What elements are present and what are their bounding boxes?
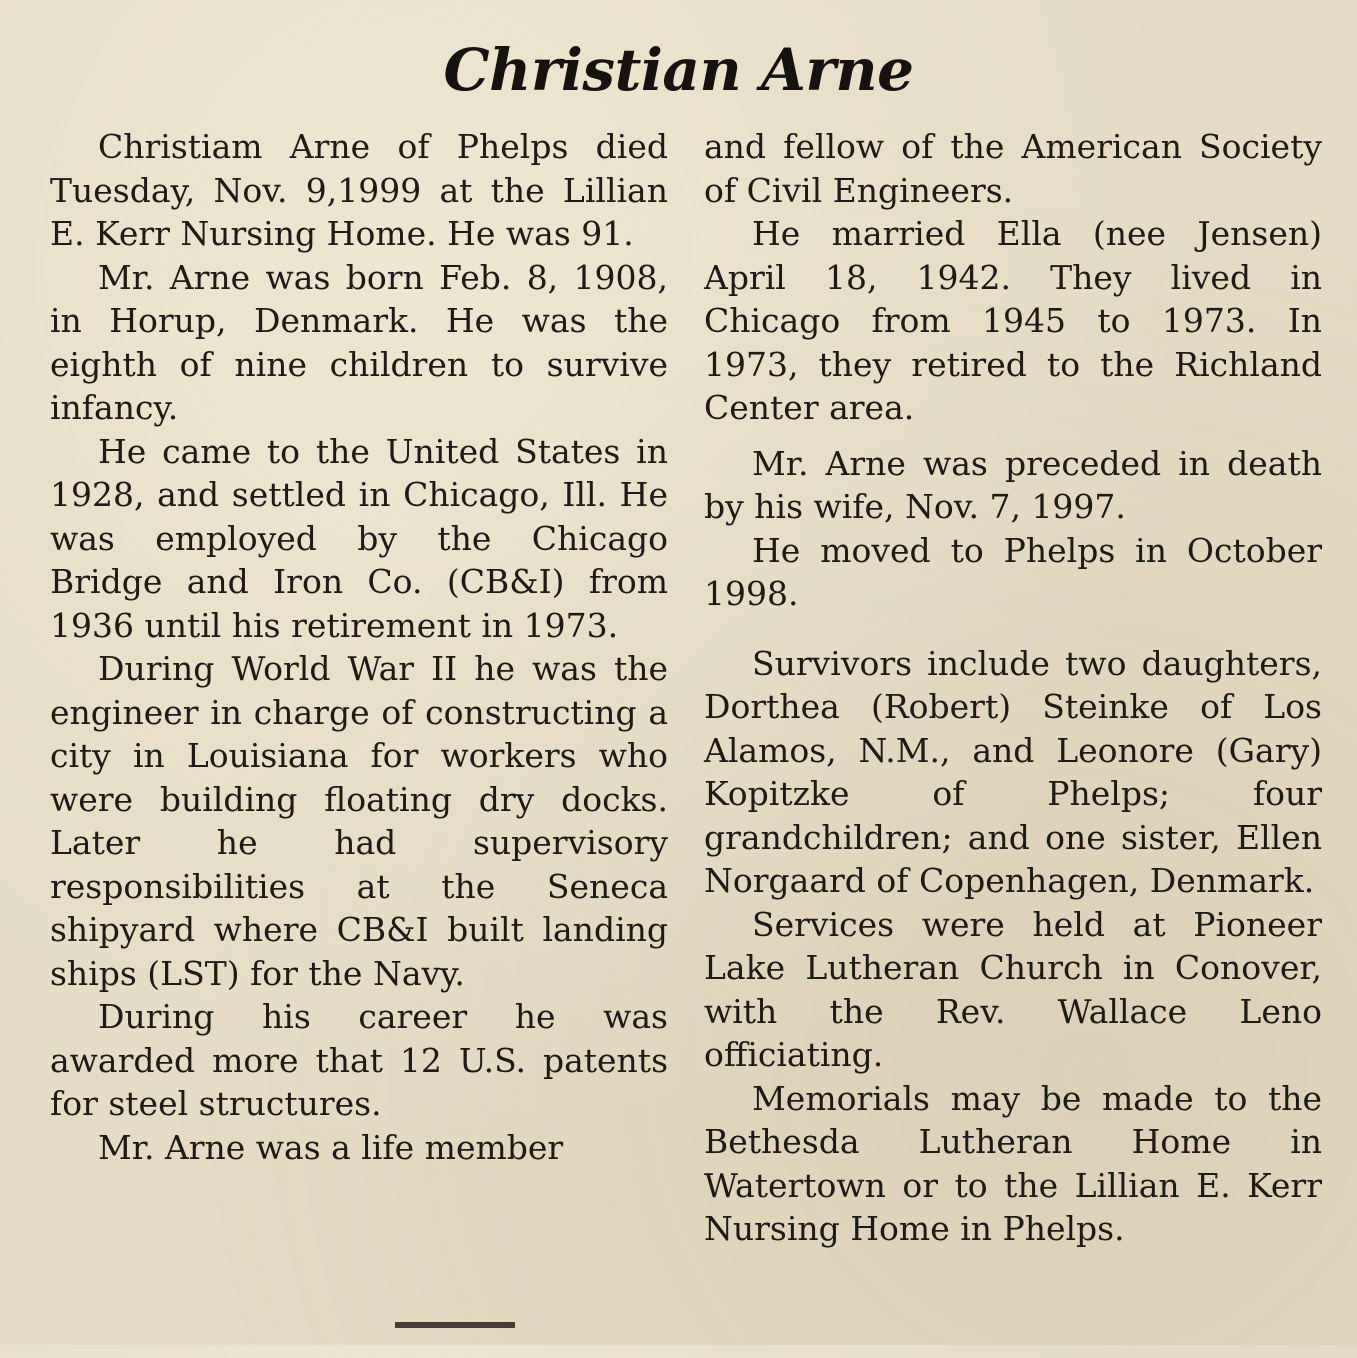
left-column	[50, 125, 668, 1169]
paragraph-survivors: Survivors include two daughters, Dorthea (Robert) Steinke of Los Alamos, N.M., and Leonore (Gary) Kopitzke of Phelps; four grandchildren; and one sister, Ellen Norgaard of Copenhagen, Denmark.	[704, 643, 1322, 900]
paragraph-memorials: Memorials may be made to the Bethesda Lutheran Home in Watertown or to the Lillian E. Kerr Nursing Home in Phelps.	[704, 1078, 1322, 1248]
paragraph-death-notice: Christiam Arne of Phelps died Tuesday, Nov. 9,1999 at the Lillian E. Kerr Nursing Home. He was 91.	[50, 127, 668, 253]
cropped-next-headline-fragment	[395, 1322, 515, 1358]
paragraph-marriage: He married Ella (nee Jensen) April 18, 1942. They lived in Chicago from 1945 to 1973. In 1973, they retired to the Richland Center area.	[704, 214, 1322, 427]
paragraph-life-member: Mr. Arne was a life member	[98, 1127, 564, 1167]
paragraph-moved-to-phelps: He moved to Phelps in October 1998.	[704, 530, 1322, 613]
paragraph-patents: During his career he was awarded more that 12 U.S. patents for steel structures.	[50, 997, 668, 1123]
obituary-headline: Christian Arne	[443, 36, 914, 104]
paragraph-preceded-in-death: Mr. Arne was preceded in death by his wife, Nov. 7, 1997.	[704, 443, 1322, 526]
paragraph-services: Services were held at Pioneer Lake Lutheran Church in Conover, with the Rev. Wallace Leno officiating.	[704, 904, 1322, 1074]
paragraph-world-war-ii: During World War II he was the engineer in charge of constructing a city in Louisiana for workers who were building floating dry docks. Later he had supervisory responsibilities at the Seneca shipyard where CB&I built landing ships (LST) for the Navy.	[50, 649, 668, 993]
right-column	[704, 125, 1322, 1251]
paragraph-immigration-career: He came to the United States in 1928, and settled in Chicago, Ill. He was employed by the Chicago Bridge and Iron Co. (CB&I) from 1936 until his retirement in 1973.	[50, 431, 668, 645]
paragraph-birth: Mr. Arne was born Feb. 8, 1908, in Horup, Denmark. He was the eighth of nine children to survive infancy.	[50, 257, 668, 427]
paragraph-asce-continued: and fellow of the American Society of Civil Engineers.	[704, 127, 1322, 210]
